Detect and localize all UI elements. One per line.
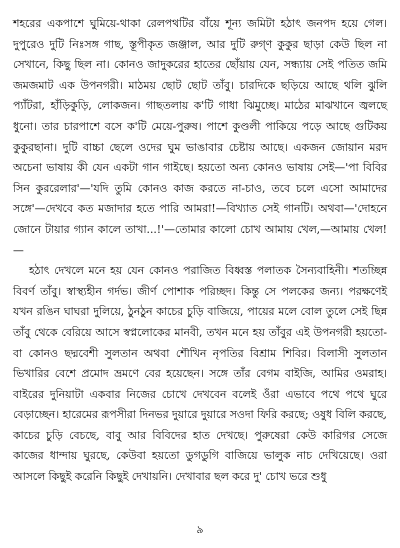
paragraph-2: হঠাৎ দেখলে মনে হয় যেন কোনও পরাজিত বিধ্বস্ত পলাতক সৈন্যবাহিনী। শতচ্ছিন্ন বিবর্ণ তাঁবু। স্বাস্থ্যহীন গর্দভ। জীর্ণ পোশাক পরিচ্ছদ। কিন্তু সে পলকের জন্য। পরক্ষণেই যখন রঙিন ঘাঘরা দুলিয়ে, ঠুনঠুন কাচের চুড়ি বাজিয়ে, পায়ের মলে বোল তুলে সেই ছিন্ন তাঁবু থেকে বেরিয়ে আসে স্বপ্নলোকের মানবী, তখন মনে হয় তাঁবুর এই উপনগরী হয়তো-বা কোনও ছদ্মবেশী সুলতান অথবা শৌখিন নৃপতির বিশ্রাম শিবির। বিলাসী সুলতান ভিখারির বেশে প্রমোদ ভ্রমণে বের হয়েছেন। সঙ্গে তাঁর বেগম বাইজি, আমির ওমরাহ। বাইরের দুনিয়াটা একবার নিজের চোখে দেখবেন বলেই ওঁরা এভাবে পথে পথে ঘুরে বেড়াচ্ছেন। হারেমের রূপসীরা দিনভর দুয়ারে দুয়ারে সওদা ফিরি করছে; ওষুধ বিলি করছে, কাচের চুড়ি বেচছে, বাবু আর বিবিদের হাত দেখছে। পুরুষেরা কেউ কারিগর সেজে কাজের ধান্দায় ঘুরছে, কেউবা হয়তো ডুগডুগি বাজিয়ে ভালুক নাচ দেখিয়েছে। ওরা আসলে কিছুই করেনি কিছুই দেখায়নি। দেখাবার ছল করে দু' চোখ ভরে শুধু: [13, 264, 387, 484]
page-number: ৯: [196, 523, 204, 536]
paragraph-1: শহরের একপাশে ঘুমিয়ে-থাকা রেলপথটির বাঁয়ে শূন্য জমিটা হঠাৎ জনপদ হয়ে গেল। দুপুরেও দুটি নিঃসঙ্গ গাছ, স্তূপীকৃত জঞ্জাল, আর দুটি রুগ্ণ কুকুর ছাড়া কেউ ছিল না সেখানে, কিছু ছিল না। কোনও জাদুকরের হাতের ছোঁয়ায় যেন, সন্ধ্যায় সেই পতিত জমি জমজমাট এক উপনগরী। মাঠময় ছোট ছোট তাঁবু। চারদিকে ছড়িয়ে আছে থলি ঝুলি প্যাঁটরা, হাঁড়িকুড়ি, লোকজন। গাছতলায় ক'টি গাধা ঝিমুচ্ছে। মাঠের মাঝখানে জ্বলছে ধুনো। তার চারপাশে বসে ক'টি মেয়ে-পুরুষ। পাশে কুণ্ডলী পাকিয়ে পড়ে আছে গুটিকয় কুকুরছানা। দুটি বাচ্চা ছেলে ওদের ঘুম ভাঙাবার চেষ্টায় আছে। একজন জোয়ান মরদ অচেনা ভাষায় কী যেন একটা গান গাইছে। হয়তো অন্য কোনও ভাষায় সেই—'পা বিবির সিন কুররেলার'—'যদি তুমি কোনও কাজ করতে না-চাও, তবে চলে এসো আমাদের সঙ্গে'—দেখবে কত মজাদার হতে পারি আমরা!—বিখ্যাত সেই গানটি। অথবা—'দোহনে জোনে টায়ার গ্যান কালে তাখা...!'—তোমার কালো চোখ আমায় খেল,—আমায় খেল!—: [13, 17, 387, 257]
